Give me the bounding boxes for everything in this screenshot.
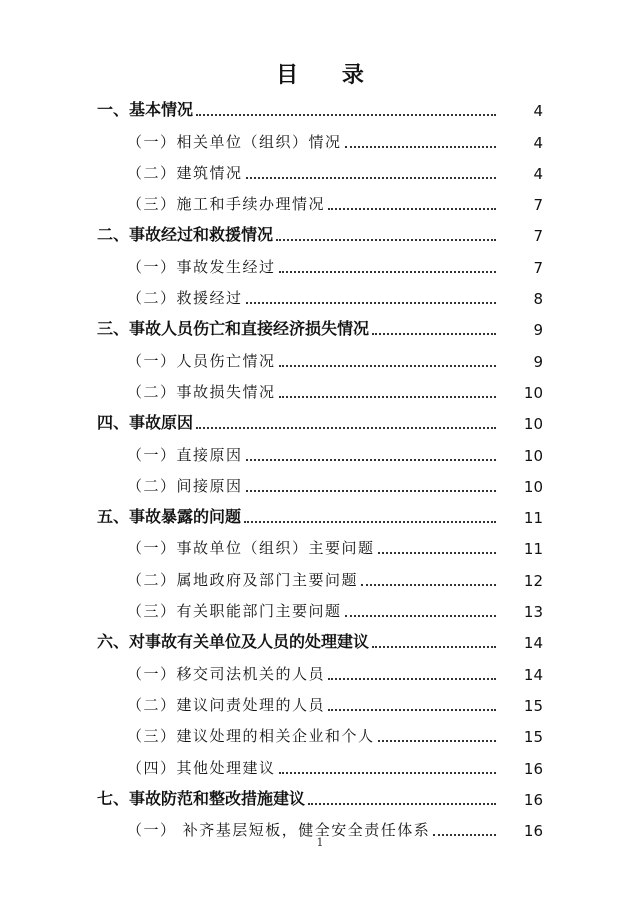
toc-entry[interactable] — [0, 93, 640, 124]
dot-leader — [361, 584, 496, 586]
dot-leader — [246, 459, 496, 461]
toc-entry-label: 四、事故原因 — [97, 413, 194, 433]
toc-entry-label: （四）其他处理建议 — [127, 758, 276, 777]
dot-leader — [372, 333, 496, 335]
dot-leader — [328, 678, 496, 680]
toc-entry-label: （二）救援经过 — [127, 289, 243, 308]
dot-leader — [279, 772, 496, 774]
toc-entry[interactable] — [0, 187, 640, 218]
toc-entry[interactable] — [0, 500, 640, 531]
toc-page-number: 11 — [523, 509, 543, 528]
toc-entry-label: （三）有关职能部门主要问题 — [127, 602, 342, 621]
dot-leader — [378, 552, 496, 554]
toc-page-number: 16 — [523, 759, 543, 778]
toc-entry[interactable] — [0, 656, 640, 687]
toc-page-number: 4 — [533, 102, 543, 121]
toc-entry[interactable] — [0, 469, 640, 500]
toc-page-number: 16 — [523, 790, 543, 809]
dot-leader — [308, 803, 496, 805]
toc-page-number: 12 — [523, 571, 543, 590]
toc-page-number: 11 — [523, 540, 543, 559]
toc-entry-label: 七、事故防范和整改措施建议 — [97, 788, 306, 808]
toc-page-number: 10 — [523, 383, 543, 402]
toc-entry[interactable] — [0, 124, 640, 155]
dot-leader — [328, 208, 496, 210]
dot-leader — [246, 490, 496, 492]
toc-page-number: 7 — [533, 196, 543, 215]
toc-entry-label: （二）属地政府及部门主要问题 — [127, 570, 359, 589]
toc-page-number: 9 — [533, 352, 543, 371]
toc-page-number: 16 — [523, 822, 543, 841]
dot-leader — [345, 146, 496, 148]
toc-entry[interactable] — [0, 750, 640, 781]
toc-entry-label: （三）施工和手续办理情况 — [127, 195, 326, 214]
toc-entry[interactable] — [0, 594, 640, 625]
dot-leader — [196, 427, 496, 429]
page-number-footer: 1 — [316, 836, 324, 849]
toc-entry[interactable] — [0, 782, 640, 813]
toc-page-number: 7 — [533, 258, 543, 277]
toc-entry[interactable] — [0, 562, 640, 593]
toc-entry[interactable] — [0, 312, 640, 343]
toc-entry[interactable] — [0, 625, 640, 656]
toc-entry[interactable] — [0, 156, 640, 187]
toc-entry-label: （二）建筑情况 — [127, 163, 243, 182]
toc-entry-label: （一）人员伤亡情况 — [127, 351, 276, 370]
dot-leader — [244, 521, 496, 523]
toc-entry[interactable] — [0, 719, 640, 750]
toc-entry-label: （一）直接原因 — [127, 445, 243, 464]
dot-leader — [246, 302, 496, 304]
dot-leader — [196, 114, 496, 116]
toc-entry[interactable] — [0, 531, 640, 562]
dot-leader — [328, 709, 496, 711]
dot-leader — [276, 239, 496, 241]
toc-entry[interactable] — [0, 437, 640, 468]
page-title: 目 录 — [276, 63, 382, 88]
toc-entry-label: （一）事故发生经过 — [127, 257, 276, 276]
toc-entry-label: （一）移交司法机关的人员 — [127, 664, 326, 683]
toc-entry-label: （二）事故损失情况 — [127, 382, 276, 401]
toc-page-number: 13 — [523, 603, 543, 622]
toc-entry-label: 三、事故人员伤亡和直接经济损失情况 — [97, 319, 370, 339]
toc-entry[interactable] — [0, 218, 640, 249]
toc-page-number: 4 — [533, 133, 543, 152]
toc-entry[interactable] — [0, 406, 640, 437]
table-of-contents — [0, 93, 640, 844]
dot-leader — [246, 177, 496, 179]
dot-leader — [378, 740, 496, 742]
toc-page-number: 8 — [533, 290, 543, 309]
toc-entry-label: （一） 补齐基层短板，健全安全责任体系 — [127, 821, 431, 840]
toc-entry-label: 一、基本情况 — [97, 100, 194, 120]
toc-page-number: 10 — [523, 477, 543, 496]
toc-entry-label: 六、对事故有关单位及人员的处理建议 — [97, 632, 370, 652]
toc-page-number: 15 — [523, 696, 543, 715]
toc-page-number: 10 — [523, 415, 543, 434]
toc-entry-label: （三）建议处理的相关企业和个人 — [127, 727, 375, 746]
toc-entry[interactable] — [0, 688, 640, 719]
toc-entry-label: 五、事故暴露的问题 — [97, 507, 242, 527]
dot-leader — [279, 271, 496, 273]
toc-entry-label: 二、事故经过和救援情况 — [97, 225, 274, 245]
toc-entry[interactable] — [0, 249, 640, 280]
dot-leader — [372, 646, 496, 648]
toc-entry-label: （一）事故单位（组织）主要问题 — [127, 539, 375, 558]
toc-entry[interactable] — [0, 343, 640, 374]
toc-page-number: 9 — [533, 321, 543, 340]
toc-page-number: 7 — [533, 227, 543, 246]
toc-page-number: 14 — [523, 634, 543, 653]
toc-page-number: 10 — [523, 446, 543, 465]
dot-leader — [345, 615, 496, 617]
toc-entry[interactable] — [0, 375, 640, 406]
toc-page-number: 15 — [523, 728, 543, 747]
toc-entry-label: （二）建议问责处理的人员 — [127, 695, 326, 714]
dot-leader — [279, 396, 496, 398]
toc-page-number: 14 — [523, 665, 543, 684]
toc-entry-label: （一）相关单位（组织）情况 — [127, 132, 342, 151]
toc-entry[interactable] — [0, 281, 640, 312]
toc-entry-label: （二）间接原因 — [127, 476, 243, 495]
toc-page-number: 4 — [533, 164, 543, 183]
dot-leader — [279, 365, 496, 367]
